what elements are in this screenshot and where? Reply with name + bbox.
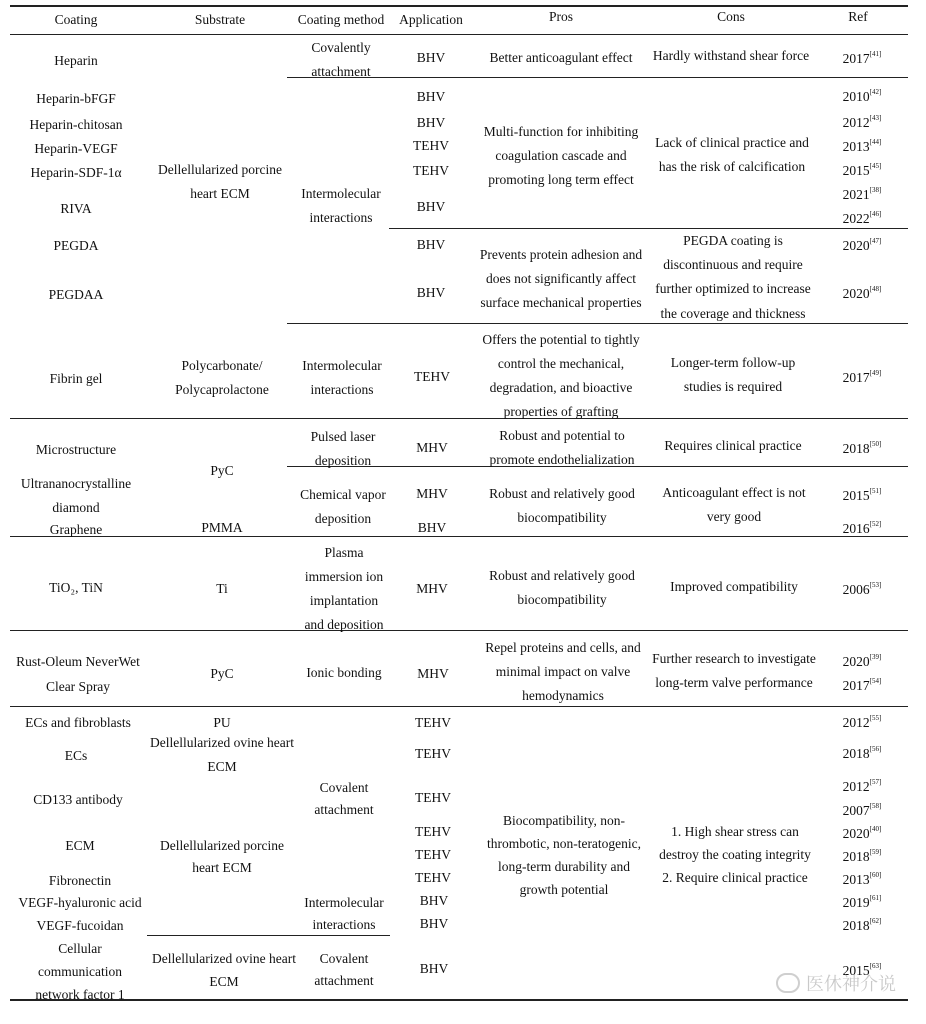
cons-cell: PEGDA coating is bbox=[683, 233, 783, 248]
application-cell: MHV bbox=[417, 666, 449, 681]
pros-cell: hemodynamics bbox=[522, 688, 604, 703]
application-cell: BHV bbox=[419, 961, 449, 976]
coating-cell: Heparin-bFGF bbox=[36, 91, 116, 106]
cons-cell: long-term valve performance bbox=[655, 675, 813, 690]
substrate-cell: PU bbox=[213, 715, 231, 730]
coating-cell: Fibrin gel bbox=[49, 371, 103, 386]
method-cell: and deposition bbox=[304, 617, 384, 632]
pros-cell: promote endothelialization bbox=[489, 452, 635, 467]
top-rule bbox=[10, 5, 908, 7]
method-cell: Intermolecular bbox=[302, 358, 382, 373]
method-cell: interactions bbox=[310, 382, 374, 397]
ref-cell: 2022[46] bbox=[842, 210, 882, 226]
method-cell: Ionic bonding bbox=[306, 665, 382, 680]
row-divider bbox=[10, 706, 908, 707]
bottom-rule bbox=[10, 999, 908, 1001]
pros-cell: Repel proteins and cells, and bbox=[485, 640, 641, 655]
application-cell: BHV bbox=[416, 89, 446, 104]
ref-cell: 2018[50] bbox=[842, 440, 882, 456]
coating-cell: VEGF-hyaluronic acid bbox=[18, 895, 142, 910]
pros-cell: Offers the potential to tightly bbox=[482, 332, 640, 347]
method-cell: implantation bbox=[309, 593, 379, 608]
application-cell: TEHV bbox=[415, 847, 451, 862]
header-cons: Cons bbox=[717, 9, 745, 24]
substrate-cell: PyC bbox=[210, 666, 234, 681]
application-cell: TEHV bbox=[414, 369, 450, 384]
ref-cell: 2015[51] bbox=[842, 487, 882, 503]
application-cell: TEHV bbox=[413, 163, 449, 178]
ref-cell: 2020[48] bbox=[842, 285, 882, 301]
ref-cell: 2012[57] bbox=[842, 778, 882, 794]
substrate-cell: PyC bbox=[210, 463, 234, 478]
coating-cell: Clear Spray bbox=[45, 679, 111, 694]
wechat-icon bbox=[776, 973, 800, 993]
pros-cell: minimal impact on valve bbox=[495, 664, 631, 679]
ref-cell: 2013[60] bbox=[842, 871, 882, 887]
method-cell: immersion ion bbox=[304, 569, 384, 584]
ref-cell: 2015[63] bbox=[842, 962, 882, 978]
cons-cell: Longer-term follow-up bbox=[670, 355, 796, 370]
method-cell: Intermolecular bbox=[301, 186, 381, 201]
application-cell: TEHV bbox=[415, 870, 451, 885]
application-cell: BHV bbox=[417, 520, 447, 535]
application-cell: TEHV bbox=[415, 824, 451, 839]
application-cell: BHV bbox=[416, 50, 446, 65]
coating-cell: Heparin-SDF-1α bbox=[30, 165, 122, 180]
ref-cell: 2020[40] bbox=[842, 825, 882, 841]
substrate-cell: Dellellularized porcine bbox=[159, 838, 285, 853]
method-cell: Covalent bbox=[319, 951, 369, 966]
cons-cell: the coverage and thickness bbox=[660, 306, 806, 321]
method-cell: Plasma bbox=[324, 545, 364, 560]
substrate-cell: Ti bbox=[216, 581, 228, 596]
method-cell: interactions bbox=[312, 917, 376, 932]
coating-cell: Heparin bbox=[54, 53, 98, 68]
ref-cell: 2012[43] bbox=[842, 114, 882, 130]
pros-cell: biocompatibility bbox=[517, 592, 607, 607]
cons-cell: 2. Require clinical practice bbox=[662, 870, 808, 885]
substrate-cell: Dellellularized ovine heart bbox=[152, 951, 296, 966]
substrate-cell: PMMA bbox=[201, 520, 243, 535]
ref-cell: 2020[39] bbox=[842, 653, 882, 669]
ref-cell: 2012[55] bbox=[842, 714, 882, 730]
method-cell: interactions bbox=[309, 210, 373, 225]
pros-cell: Robust and relatively good bbox=[489, 486, 635, 501]
substrate-cell: ECM bbox=[209, 974, 239, 989]
substrate-cell: heart ECM bbox=[190, 186, 250, 201]
ref-cell: 2006[53] bbox=[842, 581, 882, 597]
ref-cell: 2018[59] bbox=[842, 848, 882, 864]
pros-cell: Robust and potential to bbox=[499, 428, 625, 443]
ref-cell: 2013[44] bbox=[842, 138, 882, 154]
ref-cell: 2017[41] bbox=[842, 50, 882, 66]
pros-cell: does not significantly affect bbox=[485, 271, 637, 286]
method-cell: Chemical vapor bbox=[300, 487, 386, 502]
method-cell: deposition bbox=[314, 511, 372, 526]
method-cell: Covalently bbox=[311, 40, 371, 55]
row-divider bbox=[287, 323, 908, 324]
application-cell: TEHV bbox=[413, 138, 449, 153]
header-substrate: Substrate bbox=[194, 12, 246, 27]
ref-cell: 2010[42] bbox=[842, 88, 882, 104]
coating-cell: network factor 1 bbox=[35, 987, 125, 1002]
coating-cell: RIVA bbox=[60, 201, 92, 216]
cons-cell: Lack of clinical practice and bbox=[655, 135, 809, 150]
cons-cell: further optimized to increase bbox=[655, 281, 811, 296]
ref-cell: 2017[54] bbox=[842, 677, 882, 693]
substrate-cell: Dellellularized ovine heart bbox=[150, 735, 294, 750]
ref-cell: 2018[62] bbox=[842, 917, 882, 933]
coating-cell: Fibronectin bbox=[48, 873, 112, 888]
ref-cell: 2020[47] bbox=[842, 237, 882, 253]
method-cell: deposition bbox=[314, 453, 372, 468]
coating-cell: VEGF-fucoidan bbox=[36, 918, 124, 933]
pros-cell: promoting long term effect bbox=[488, 172, 634, 187]
ref-cell: 2016[52] bbox=[842, 520, 882, 536]
pros-cell: degradation, and bioactive bbox=[489, 380, 633, 395]
coating-cell: Microstructure bbox=[35, 442, 117, 457]
cons-cell: discontinuous and require bbox=[663, 257, 803, 272]
cons-cell: has the risk of calcification bbox=[658, 159, 806, 174]
header-rule bbox=[10, 34, 908, 35]
method-cell: Intermolecular bbox=[304, 895, 384, 910]
cons-cell: studies is required bbox=[683, 379, 783, 394]
ref-cell: 2017[49] bbox=[842, 369, 882, 385]
application-cell: BHV bbox=[419, 916, 449, 931]
method-cell: attachment bbox=[314, 973, 374, 988]
application-cell: TEHV bbox=[415, 715, 451, 730]
substrate-cell: ECM bbox=[207, 759, 237, 774]
pros-cell: properties of grafting bbox=[503, 404, 619, 419]
pros-cell: long-term durability and bbox=[498, 859, 630, 874]
coating-cell: ECs and fibroblasts bbox=[25, 715, 131, 730]
pros-cell: growth potential bbox=[519, 882, 609, 897]
ref-cell: 2015[45] bbox=[842, 162, 882, 178]
coating-cell: PEGDA bbox=[53, 238, 99, 253]
coating-cell: CD133 antibody bbox=[33, 792, 123, 807]
substrate-cell: Polycaprolactone bbox=[175, 382, 269, 397]
ref-cell: 2021[38] bbox=[842, 186, 882, 202]
row-divider bbox=[10, 418, 908, 419]
coating-cell: PEGDAA bbox=[48, 287, 104, 302]
header-coating: Coating bbox=[54, 12, 98, 27]
application-cell: BHV bbox=[416, 199, 446, 214]
watermark bbox=[776, 970, 896, 996]
application-cell: BHV bbox=[419, 893, 449, 908]
coating-cell: communication bbox=[38, 964, 122, 979]
pros-cell: thrombotic, non-teratogenic, bbox=[486, 836, 642, 851]
cons-cell: Hardly withstand shear force bbox=[652, 48, 810, 63]
cons-cell: 1. High shear stress can bbox=[671, 824, 799, 839]
ref-cell: 2019[61] bbox=[842, 894, 882, 910]
pros-cell: Prevents protein adhesion and bbox=[479, 247, 643, 262]
application-cell: BHV bbox=[416, 285, 446, 300]
header-pros: Pros bbox=[548, 9, 574, 24]
pros-cell: Multi-function for inhibiting bbox=[483, 124, 639, 139]
method-cell: attachment bbox=[314, 802, 374, 817]
watermark-text: 医休神介说 bbox=[806, 974, 896, 995]
header-application: Application bbox=[399, 12, 463, 27]
coating-cell: ECM bbox=[65, 838, 95, 853]
coating-cell: ECs bbox=[64, 748, 88, 763]
coating-cell: Graphene bbox=[49, 522, 103, 537]
application-cell: BHV bbox=[416, 237, 446, 252]
cons-cell: destroy the coating integrity bbox=[659, 847, 811, 862]
row-divider bbox=[389, 228, 908, 229]
application-cell: TEHV bbox=[415, 746, 451, 761]
coating-cell: diamond bbox=[52, 500, 100, 515]
coating-cell: Rust-Oleum NeverWet bbox=[16, 654, 140, 669]
cons-cell: very good bbox=[706, 509, 762, 524]
cons-cell: Requires clinical practice bbox=[664, 438, 802, 453]
header-ref: Ref bbox=[848, 9, 868, 24]
header-coating-method: Coating method bbox=[297, 12, 385, 27]
coating-cell: Ultrananocrystalline bbox=[20, 476, 132, 491]
cons-cell: Further research to investigate bbox=[652, 651, 816, 666]
pros-cell: Robust and relatively good bbox=[489, 568, 635, 583]
substrate-cell: Polycarbonate/ bbox=[181, 358, 263, 373]
row-divider bbox=[10, 536, 908, 537]
pros-cell: Biocompatibility, non- bbox=[502, 813, 626, 828]
row-divider bbox=[287, 77, 908, 78]
application-cell: MHV bbox=[416, 440, 448, 455]
application-cell: MHV bbox=[416, 581, 448, 596]
application-cell: TEHV bbox=[415, 790, 451, 805]
substrate-cell: heart ECM bbox=[192, 860, 252, 875]
application-cell: MHV bbox=[416, 486, 448, 501]
row-divider bbox=[10, 630, 908, 631]
ref-cell: 2007[58] bbox=[842, 802, 882, 818]
application-cell: BHV bbox=[416, 115, 446, 130]
method-cell: attachment bbox=[311, 64, 371, 79]
pros-cell: biocompatibility bbox=[517, 510, 607, 525]
coating-cell: Heparin-chitosan bbox=[29, 117, 123, 132]
method-cell: Covalent bbox=[319, 780, 369, 795]
pros-cell: control the mechanical, bbox=[497, 356, 625, 371]
cons-cell: Anticoagulant effect is not bbox=[662, 485, 806, 500]
coating-cell: TiO₂, TiN bbox=[49, 580, 103, 595]
cons-cell: Improved compatibility bbox=[670, 579, 798, 594]
method-cell: Pulsed laser bbox=[310, 429, 376, 444]
coating-cell: Cellular bbox=[58, 941, 102, 956]
pros-cell: Better anticoagulant effect bbox=[489, 50, 633, 65]
substrate-cell: Dellellularized porcine bbox=[157, 162, 283, 177]
coating-cell: Heparin-VEGF bbox=[34, 141, 118, 156]
pros-cell: surface mechanical properties bbox=[480, 295, 642, 310]
pros-cell: coagulation cascade and bbox=[495, 148, 627, 163]
ref-cell: 2018[56] bbox=[842, 745, 882, 761]
